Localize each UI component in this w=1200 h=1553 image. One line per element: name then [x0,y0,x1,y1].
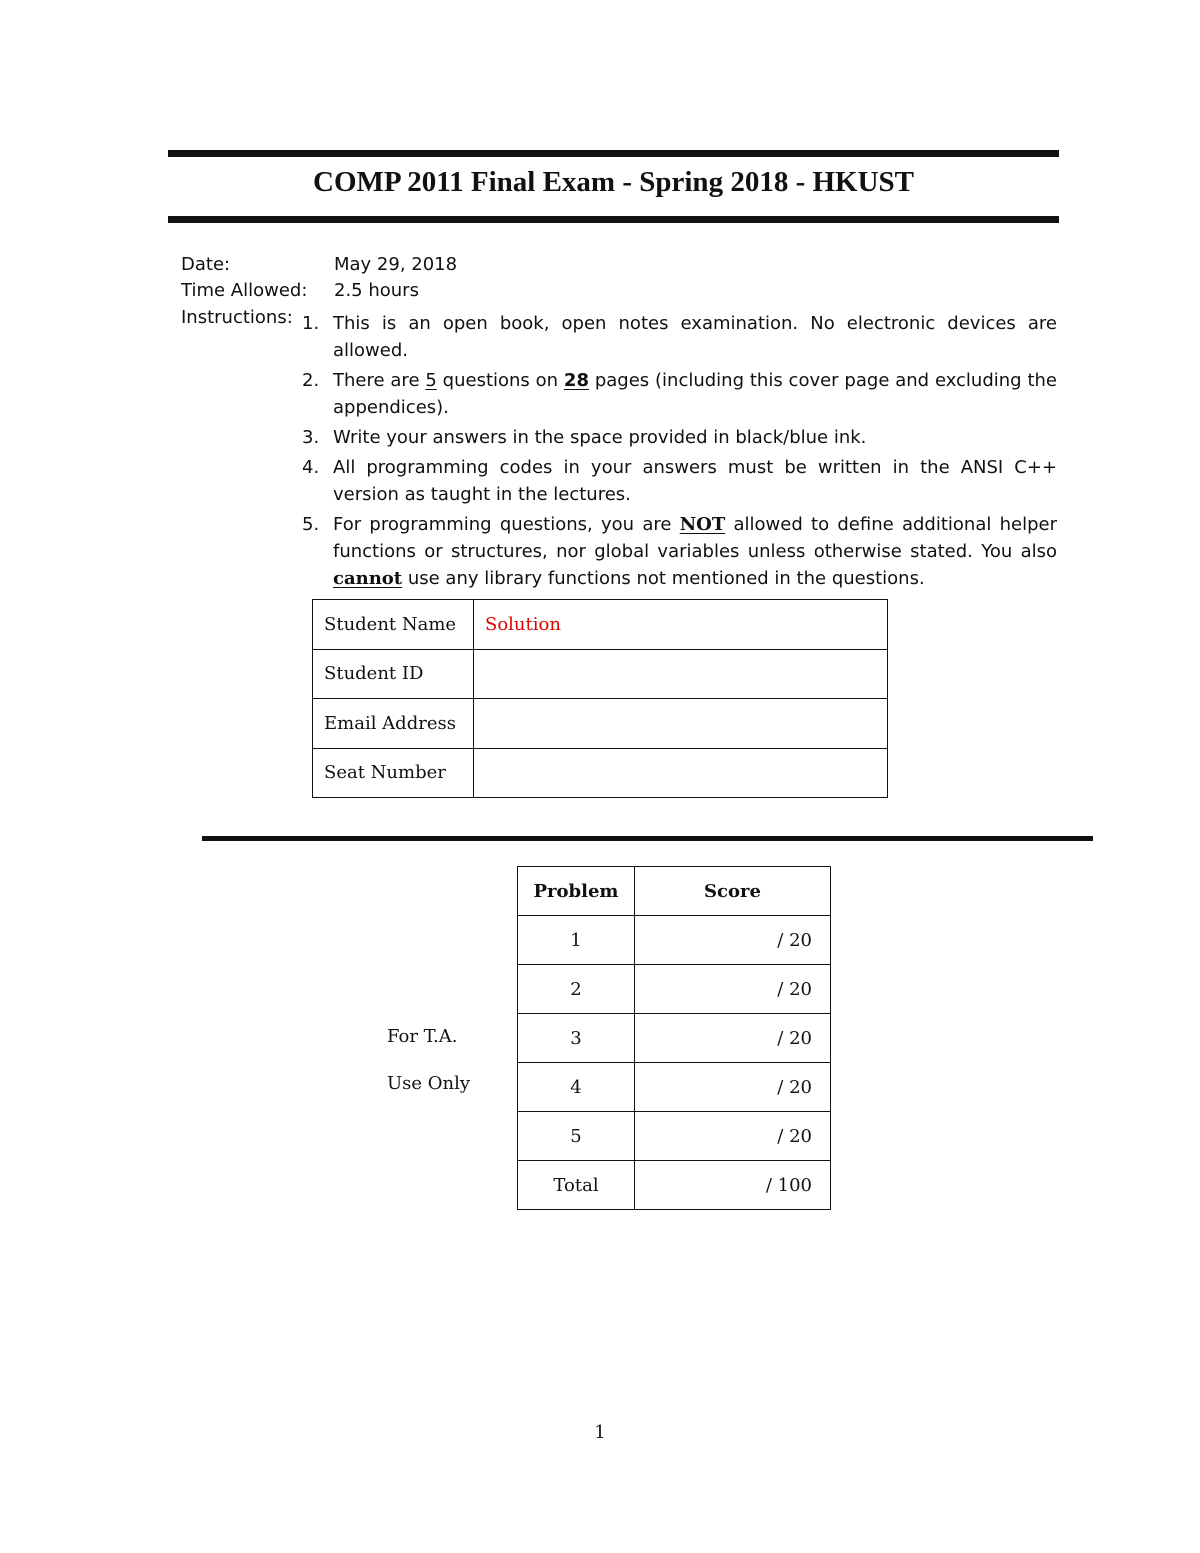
problem-column-header: Problem [518,867,635,916]
email-address-label: Email Address [313,699,474,749]
instructions-list [302,310,1057,595]
instruction-item [302,367,1057,421]
table-row [313,748,888,798]
table-row [518,916,831,965]
instruction-number: 3. [302,427,320,448]
table-row [518,1161,831,1210]
student-id-label: Student ID [313,649,474,699]
instruction-item [302,454,1057,508]
table-row [518,1014,831,1063]
total-label: Total [518,1161,635,1210]
score-table [517,866,831,1210]
seat-number-label: Seat Number [313,748,474,798]
table-row [313,699,888,749]
problem-number: 4 [518,1063,635,1112]
page-number: 1 [594,1422,606,1443]
time-allowed-value: 2.5 hours [334,280,419,301]
instructions-label: Instructions: [181,307,293,328]
ta-note-line1: For T.A. [387,1026,458,1047]
instruction-number: 5. [302,514,320,535]
instruction-number: 2. [302,370,320,391]
score-cell[interactable]: / 20 [635,965,831,1014]
instruction-text: pages (including this cover page and excluding the appendices). [333,370,1057,418]
ta-note-line2: Use Only [387,1073,471,1094]
table-row [518,1063,831,1112]
instruction-number: 1. [302,313,320,334]
question-count: 5 [425,370,437,391]
student-info-table [312,599,888,798]
date-label: Date: [181,254,231,275]
score-cell[interactable]: / 20 [635,916,831,965]
seat-number-field[interactable] [474,748,888,798]
instruction-item [302,511,1057,592]
student-name-label: Student Name [313,600,474,650]
table-row [518,965,831,1014]
instruction-text: allowed to define additional helper functions or structures, nor global variables unless otherwise stated. You also [333,514,1057,562]
problem-number: 3 [518,1014,635,1063]
instruction-number: 4. [302,457,320,478]
instruction-text: use any library functions not mentioned in the questions. [402,568,925,589]
instruction-item [302,310,1057,364]
table-row [313,649,888,699]
student-name-field[interactable]: Solution [474,600,888,650]
instruction-text: There are [333,370,426,391]
section-divider [202,836,1093,841]
score-cell[interactable]: / 20 [635,1063,831,1112]
not-emphasis: NOT [679,514,726,535]
problem-number: 2 [518,965,635,1014]
date-value: May 29, 2018 [334,254,458,275]
student-id-field[interactable] [474,649,888,699]
title-rule-bottom [168,216,1059,223]
table-row [518,1112,831,1161]
page-title: COMP 2011 Final Exam - Spring 2018 - HKUST [313,166,914,198]
page-count: 28 [563,370,589,391]
total-score-cell[interactable]: / 100 [635,1161,831,1210]
score-cell[interactable]: / 20 [635,1112,831,1161]
score-cell[interactable]: / 20 [635,1014,831,1063]
instruction-text: This is an open book, open notes examination. No electronic devices are allowed. [333,313,1057,361]
instruction-text: questions on [436,370,564,391]
table-row [313,600,888,650]
title-rule-top [168,150,1059,157]
instruction-item [302,424,1057,451]
cannot-emphasis: cannot [333,568,403,589]
problem-number: 5 [518,1112,635,1161]
instruction-text: All programming codes in your answers must be written in the ANSI C++ version as taught in the lectures. [333,457,1057,505]
instruction-text: For programming questions, you are [333,514,680,535]
time-allowed-label: Time Allowed: [181,280,308,301]
instruction-text: Write your answers in the space provided in black/blue ink. [333,427,867,448]
score-column-header: Score [635,867,831,916]
problem-number: 1 [518,916,635,965]
table-header-row [518,867,831,916]
email-address-field[interactable] [474,699,888,749]
